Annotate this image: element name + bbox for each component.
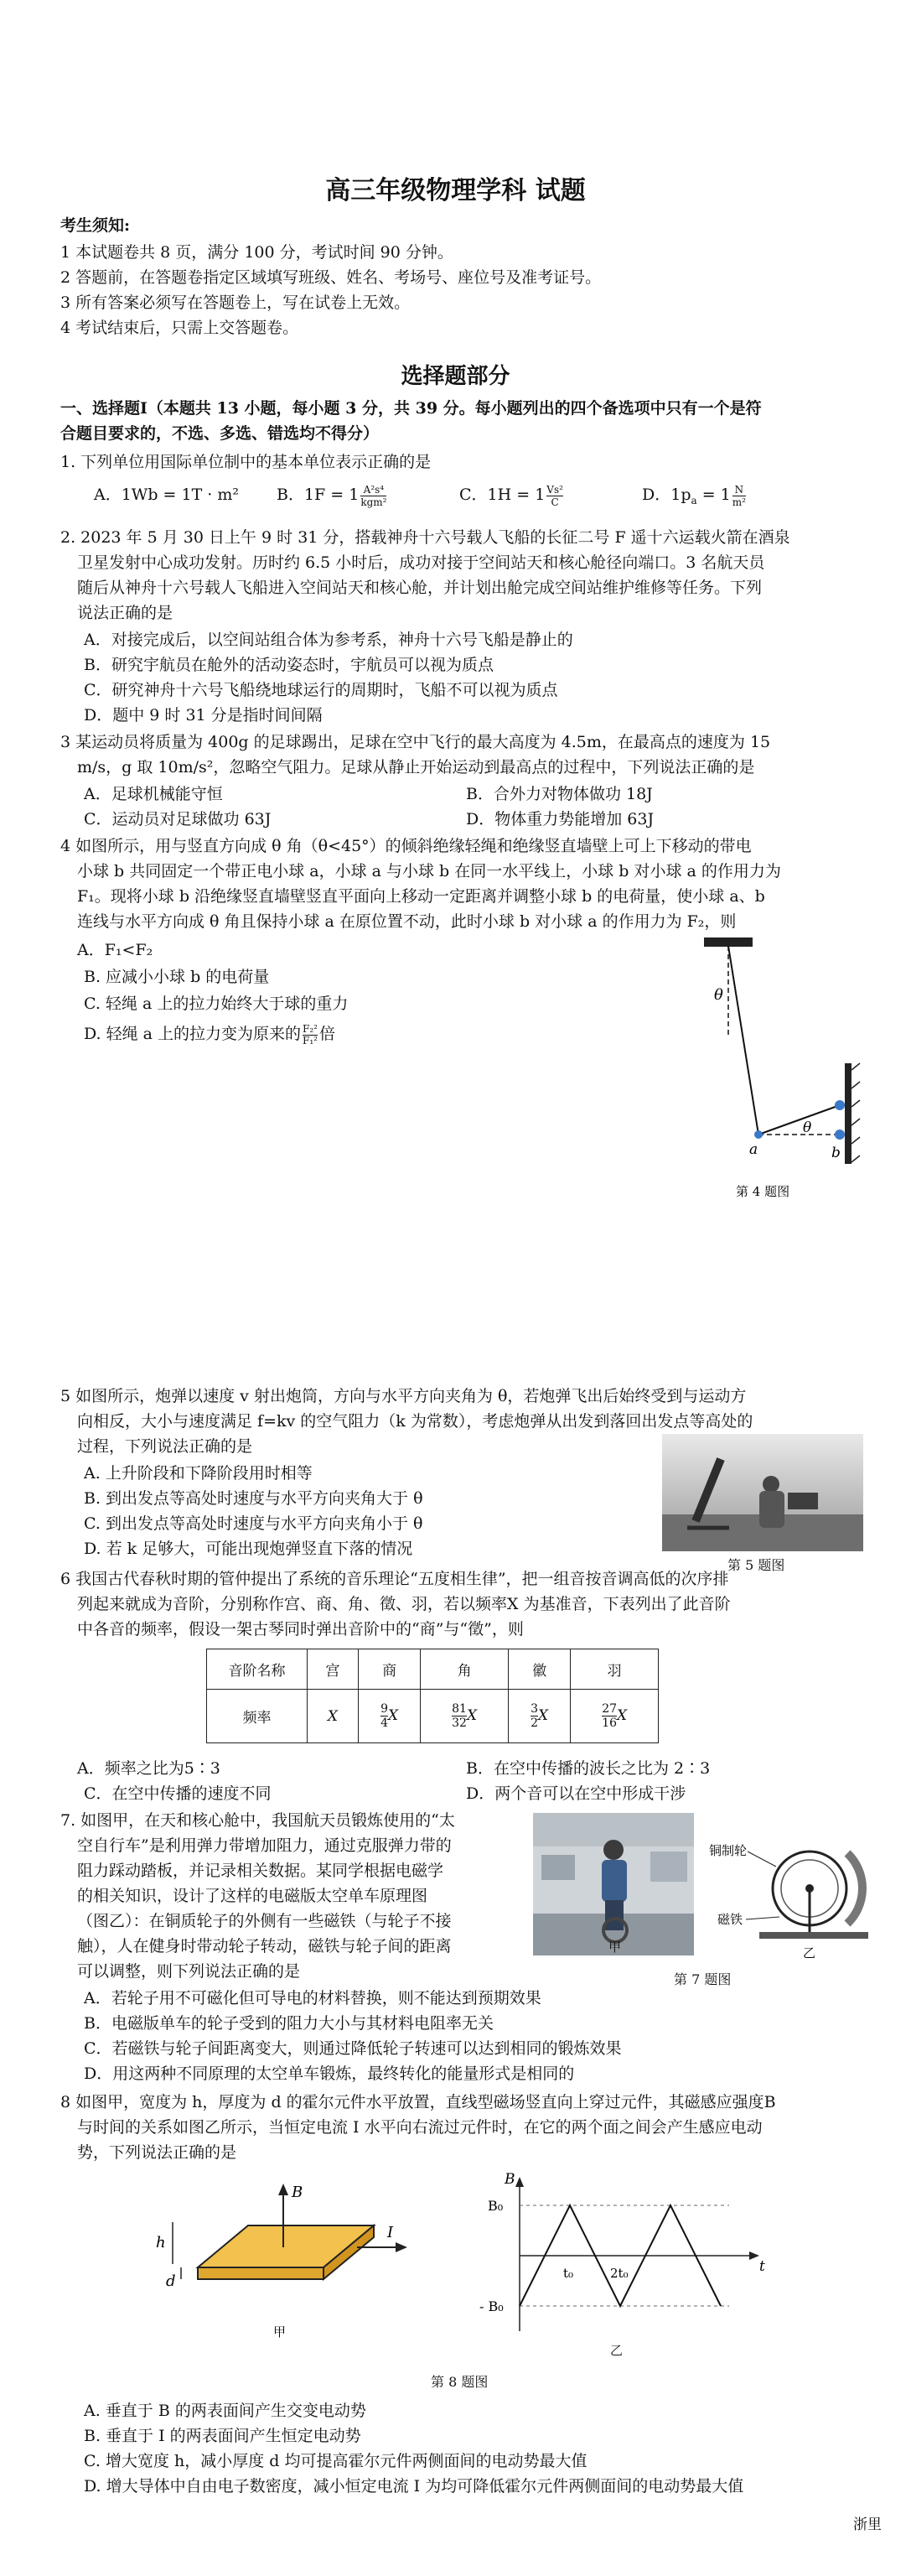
notice-item: 2 答题前，在答题卷指定区域填写班级、姓名、考场号、座位号及准考证号。 — [60, 268, 602, 287]
table-cell: $\frac{3}{2}$ X — [508, 1690, 570, 1743]
table-header-cell: 宫 — [308, 1649, 359, 1690]
table-header-cell: 音阶名称 — [207, 1649, 308, 1690]
q4-line: 小球 b 共同固定一个带正电小球 a，小球 a 与小球 b 在同一水平线上，小球 b 对小球 a 的作用力为 — [77, 862, 781, 880]
table-header-cell: 徽 — [508, 1649, 570, 1690]
q2-option-a: A．对接完成后，以空间站组合体为参考系，神舟十六号飞船是静止的 — [84, 631, 573, 649]
q7-jia-label: 甲 — [608, 1940, 622, 1955]
q6-option-b: B．在空中传播的波长之比为 2∶3 — [466, 1759, 711, 1778]
hall-element-front — [198, 2267, 324, 2279]
q7-line: 可以调整，则下列说法正确的是 — [77, 1962, 301, 1981]
q4-option-c: C. 轻绳 a 上的拉力始终大于球的重力 — [84, 995, 349, 1013]
q7-line: 空自行车”是利用弹力带增加阻力，通过克服弹力带的 — [77, 1836, 452, 1855]
q5-option-a: A. 上升阶段和下降阶段用时相等 — [84, 1464, 313, 1483]
q7-option-b: B．电磁版单车的轮子受到的阻力大小与其材料电阻率无关 — [84, 2014, 494, 2033]
q1-stem: 1. 下列单位用国际单位制中的基本单位表示正确的是 — [60, 453, 432, 471]
part-header: 一、选择题Ⅰ（本题共 13 小题，每小题 3 分，共 39 分。每小题列出的四个备选项中只有一个是符 — [60, 399, 762, 418]
theta-label: θ — [714, 986, 723, 1004]
base — [759, 1932, 868, 1939]
q8-caption: 第 8 题图 — [431, 2374, 489, 2390]
q8-figure-yi — [469, 2172, 771, 2340]
q7-photo-jia — [533, 1813, 694, 1955]
q3-line: m/s，g 取 10m/s²，忽略空气阻力。足球从静止开始运动到最高点的过程中，下列说法正确的是 — [77, 758, 755, 776]
part-header: 合题目要求的，不选、多选、错选均不得分） — [60, 424, 380, 443]
q2-line: 2. 2023 年 5 月 30 日上午 9 时 31 分，搭载神舟十六号载人飞船的长征二号 F 遥十六运载火箭在酒泉 — [60, 528, 790, 547]
label-h: h — [156, 2234, 166, 2251]
q8-option-d: D. 增大导体中自由电子数密度，减小恒定电流 I 为均可降低霍尔元件两侧面间的电动势最大值 — [84, 2477, 744, 2496]
q1-option-b: B．1F = 1 A²s⁴ kgm² — [277, 483, 387, 508]
q8-option-a: A. 垂直于 B 的两表面间产生交变电动势 — [84, 2402, 366, 2420]
q3-option-c: C．运动员对足球做功 63J — [84, 810, 272, 828]
q4-line: 连线与水平方向成 θ 角且保持小球 a 在原位置不动，此时小球 b 对小球 a 的作用力为 F₂，则 — [77, 912, 737, 931]
notice-item: 1 本试题卷共 8 页，满分 100 分，考试时间 90 分钟。 — [60, 243, 453, 262]
q1-option-a: A．1Wb = 1T · m² — [94, 486, 240, 504]
table-header-cell: 角 — [421, 1649, 509, 1690]
q7-caption: 第 7 题图 — [674, 1971, 732, 1987]
label-2t0: 2t₀ — [610, 2266, 629, 2281]
q7-option-a: A．若轮子用不可磁化但可导电的材料替换，则不能达到预期效果 — [84, 1989, 541, 2007]
q5-option-d: D. 若 k 足够大，可能出现炮弹竖直下落的情况 — [84, 1540, 413, 1558]
q5-line: 向相反，大小与速度满足 f=kv 的空气阻力（k 为常数），考虑炮弹从出发到落回出发点等高处的 — [77, 1412, 753, 1431]
q4-option-b: B. 应减小小球 b 的电荷量 — [84, 968, 270, 986]
q1-options — [94, 478, 239, 512]
q6-frequency-table — [206, 1649, 659, 1743]
q2-option-b: B．研究宇航员在舱外的活动姿态时，宇航员可以视为质点 — [84, 656, 494, 674]
q8-line: 势，下列说法正确的是 — [77, 2143, 237, 2162]
table-row — [207, 1690, 659, 1743]
table-header-cell: 羽 — [571, 1649, 659, 1690]
q3-line: 3 某运动员将质量为 400g 的足球踢出，足球在空中飞行的最大高度为 4.5m，在最高点的速度为 15 — [60, 733, 771, 751]
q8-line: 与时间的关系如图乙所示，当恒定电流 I 水平向右流过元件时，在它的两个面之间会产生感应电动 — [77, 2118, 763, 2137]
magnet-arc — [847, 1853, 862, 1924]
q4-line: F₁。现将小球 b 沿绝缘竖直墙壁竖直平面向上移动一定距离并调整小球 b 的电荷量，使小球 a、b — [77, 887, 765, 906]
q3-option-b: B．合外力对物体做功 18J — [466, 785, 653, 803]
q8-option-b: B. 垂直于 I 的两表面间产生恒定电动势 — [84, 2427, 361, 2445]
q7-line: 的相关知识，设计了这样的电磁版太空单车原理图 — [77, 1887, 428, 1905]
q7-option-d: D．用这两种不同原理的太空单车锻炼，最终转化的能量形式是相同的 — [84, 2064, 575, 2083]
q8-jia-label: 甲 — [273, 2324, 287, 2340]
table-row — [207, 1649, 659, 1690]
label-d: d — [166, 2272, 176, 2290]
wall — [845, 1063, 851, 1164]
q2-option-d: D．题中 9 时 31 分是指时间间隔 — [84, 706, 323, 724]
label-a: a — [749, 1141, 758, 1158]
table-cell: $\frac{81}{32}$ X — [421, 1690, 509, 1743]
magnet-label: 磁铁 — [717, 1912, 743, 1927]
notice-item: 4 考试结束后，只需上交答题卷。 — [60, 319, 299, 337]
q1-option-c: C．1H = 1 $\frac{\text{Vs²}}{C}$ — [459, 483, 563, 508]
q6-line: 6 我国古代春秋时期的管仲提出了系统的音乐理论“五度相生律”，把一组音按音调高低的次序排 — [60, 1570, 729, 1588]
q2-option-c: C．研究神舟十六号飞船绕地球运行的周期时，飞船不可以视为质点 — [84, 681, 558, 699]
notice-heading: 考生须知: — [60, 216, 131, 235]
q8-option-c: C. 增大宽度 h，减小厚度 d 均可提高霍尔元件两侧面间的电动势最大值 — [84, 2452, 587, 2470]
label-b: b — [831, 1145, 841, 1161]
q2-line: 随后从神舟十六号载人飞船进入空间站天和核心舱，并计划出舱完成空间站维护维修等任务。下列 — [77, 579, 763, 597]
q7-line: 触），人在健身时带动轮子转动，磁铁与轮子间的距离 — [77, 1937, 452, 1955]
label-t0: t₀ — [563, 2266, 574, 2281]
q7-line: 7. 如图甲，在天和核心舱中，我国航天员锻炼使用的“太 — [60, 1811, 455, 1830]
q8-yi-label: 乙 — [610, 2343, 624, 2358]
label-negB0: - B₀ — [479, 2298, 504, 2314]
q3-option-d: D．物体重力势能增加 63J — [466, 810, 655, 828]
q4-option-a: A．F₁<F₂ — [77, 941, 153, 959]
soldier-head — [763, 1476, 779, 1493]
q2-line: 说法正确的是 — [77, 604, 173, 622]
ball-a — [754, 1130, 763, 1139]
q8-line: 8 如图甲，宽度为 h，厚度为 d 的霍尔元件水平放置，直线型磁场竖直向上穿过元件，其磁感应强度B — [60, 2093, 776, 2111]
q4-figure — [654, 929, 872, 1206]
q5-line: 5 如图所示，炮弹以速度 v 射出炮筒，方向与水平方向夹角为 θ，若炮弹飞出后始终受到与运动方 — [60, 1387, 747, 1405]
astronaut-head — [603, 1840, 624, 1860]
q7-option-c: C．若磁铁与轮子间距离变大，则通过降低轮子转速可以达到相同的锻炼效果 — [84, 2039, 622, 2058]
q5-line: 过程，下列说法正确的是 — [77, 1437, 253, 1456]
q5-photo — [662, 1434, 863, 1551]
q3-option-a: A．足球机械能守恒 — [84, 785, 223, 803]
connect-line — [758, 1105, 840, 1135]
table-cell: X — [308, 1690, 359, 1743]
ball-b — [835, 1130, 845, 1140]
q2-line: 卫星发射中心成功发射。历时约 6.5 小时后，成功对接于空间站天和核心舱径向端口。3 名航天员 — [77, 553, 765, 572]
graph-label-B: B — [505, 2172, 515, 2188]
q7-line: 阻力踩动踏板，并记录相关数据。某同学根据电磁学 — [77, 1862, 444, 1880]
q1-option-d: D．$1p_a = 1$ $\frac{N}{\text{m²}}$ — [642, 483, 746, 508]
page-title: 高三年级物理学科 试题 — [325, 176, 586, 205]
label-B: B — [292, 2184, 303, 2201]
q4-caption: 第 4 题图 — [736, 1184, 790, 1199]
q5-caption: 第 5 题图 — [727, 1557, 785, 1573]
q5-option-b: B. 到出发点等高处时速度与水平方向夹角大于 θ — [84, 1489, 423, 1508]
string-a — [728, 946, 758, 1135]
q6-option-c: C．在空中传播的速度不同 — [84, 1784, 272, 1803]
table-cell: 频率 — [207, 1690, 308, 1743]
ball-b-raised — [835, 1100, 845, 1110]
q6-line: 列起来就成为音阶，分别称作宫、商、角、徵、羽，若以频率X 为基准音，下表列出了此音阶 — [77, 1595, 731, 1613]
ceiling-mount — [704, 937, 753, 946]
q4-option-d: D. 轻绳 a 上的拉力变为原来的 $\frac{\text{F₂²}}{\text{F₁²}}$ 倍 — [84, 1022, 336, 1046]
section-title: 选择题部分 — [401, 364, 510, 389]
label-B0: B₀ — [488, 2198, 504, 2214]
wheel-label: 铜制轮 — [709, 1843, 748, 1858]
table-cell: $\frac{27}{16}$ X — [571, 1690, 659, 1743]
q5-option-c: C. 到出发点等高处时速度与水平方向夹角小于 θ — [84, 1514, 423, 1533]
table-cell: $\frac{9}{4}$ X — [358, 1690, 420, 1743]
table-header-cell: 商 — [358, 1649, 420, 1690]
q8-figure-jia — [148, 2175, 424, 2360]
q7-line: （图乙）：在铜质轮子的外侧有一些磁铁（与轮子不接 — [77, 1912, 452, 1930]
q6-line: 中各音的频率，假设一架古琴同时弹出音阶中的“商”与“徵”，则 — [77, 1620, 524, 1639]
q7-diagram-yi — [709, 1836, 885, 1962]
q7-yi-label: 乙 — [803, 1945, 816, 1961]
label-I: I — [387, 2224, 394, 2241]
theta-label-2: θ — [803, 1119, 812, 1136]
q6-option-a: A．频率之比为5∶3 — [77, 1759, 220, 1778]
astronaut-body — [602, 1860, 627, 1902]
q4-line: 4 如图所示，用与竖直方向成 θ 角（θ<45°）的倾斜绝缘轻绳和绝缘竖直墙壁上可上下移动的带电 — [60, 837, 752, 855]
page-footer: 浙里 — [853, 2516, 882, 2533]
soldier-body — [759, 1491, 784, 1528]
graph-label-t: t — [759, 2258, 765, 2275]
q6-option-d: D．两个音可以在空中形成干涉 — [466, 1784, 686, 1803]
notice-item: 3 所有答案必须写在答题卷上，写在试卷上无效。 — [60, 293, 411, 312]
